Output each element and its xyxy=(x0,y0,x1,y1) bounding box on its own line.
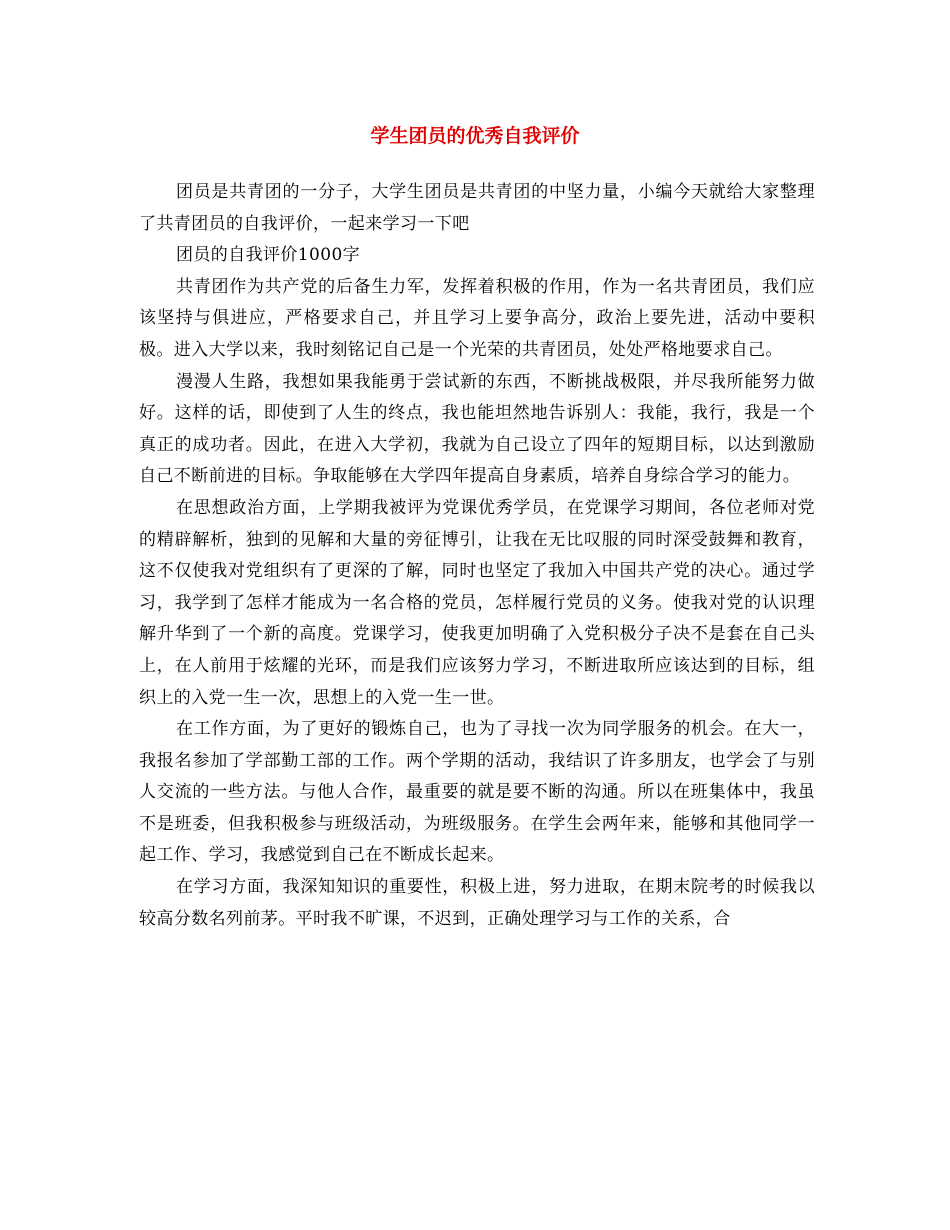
body-paragraph: 漫漫人生路，我想如果我能勇于尝试新的东西，不断挑战极限，并尽我所能努力做好。这样的话，即使到了人生的终点，我也能坦然地告诉别人：我能，我行，我是一个真正的成功者。因此，在进入大学初，我就为自己设立了四年的短期目标，以达到激励自己不断前进的目标。争取能够在大学四年提高自身素质，培养自身综合学习的能力。 xyxy=(139,371,815,487)
body-paragraph: 在思想政治方面，上学期我被评为党课优秀学员，在党课学习期间，各位老师对党的精辟解析，独到的见解和大量的旁征博引，让我在无比叹服的同时深受鼓舞和教育，这不仅使我对党组织有了更深的了解，同时也坚定了我加入中国共产党的决心。通过学习，我学到了怎样才能成为一名合格的党员，怎样履行党员的义务。使我对党的认识理解升华到了一个新的高度。党课学习，使我更加明确了入党积极分子决不是套在自己头上，在人前用于炫耀的光环，而是我们应该努力学习，不断进取所应该达到的目标，组织上的入党一生一次，思想上的入党一生一世。 xyxy=(139,497,815,708)
body-paragraph: 在工作方面，为了更好的锻炼自己，也为了寻找一次为同学服务的机会。在大一，我报名参加了学部勤工部的工作。两个学期的活动，我结识了许多朋友，也学会了与别人交流的一些方法。与他人合作，最重要的就是要不断的沟通。所以在班集体中，我虽不是班委，但我积极参与班级活动，为班级服务。在学生会两年来，能够和其他同学一起工作、学习，我感觉到自己在不断成长起来。 xyxy=(139,719,815,866)
document-title: 学生团员的优秀自我评价 xyxy=(370,125,580,147)
body-paragraph: 共青团作为共产党的后备生力军，发挥着积极的作用，作为一名共青团员，我们应该坚持与俱进应，严格要求自己，并且学习上要争高分，政治上要先进，活动中要积极。进入大学以来，我时刻铭记自己是一个光荣的共青团员，处处严格地要求自己。 xyxy=(139,276,815,360)
section-heading: 团员的自我评价1000字 xyxy=(176,245,361,266)
body-paragraph: 在学习方面，我深知知识的重要性，积极上进，努力进取，在期末院考的时候我以较高分数名列前茅。平时我不旷课，不迟到，正确处理学习与工作的关系，合 xyxy=(139,877,815,929)
document-body xyxy=(139,177,815,935)
intro-paragraph: 团员是共青团的一分子，大学生团员是共青团的中坚力量，小编今天就给大家整理了共青团员的自我评价，一起来学习一下吧 xyxy=(139,182,815,234)
